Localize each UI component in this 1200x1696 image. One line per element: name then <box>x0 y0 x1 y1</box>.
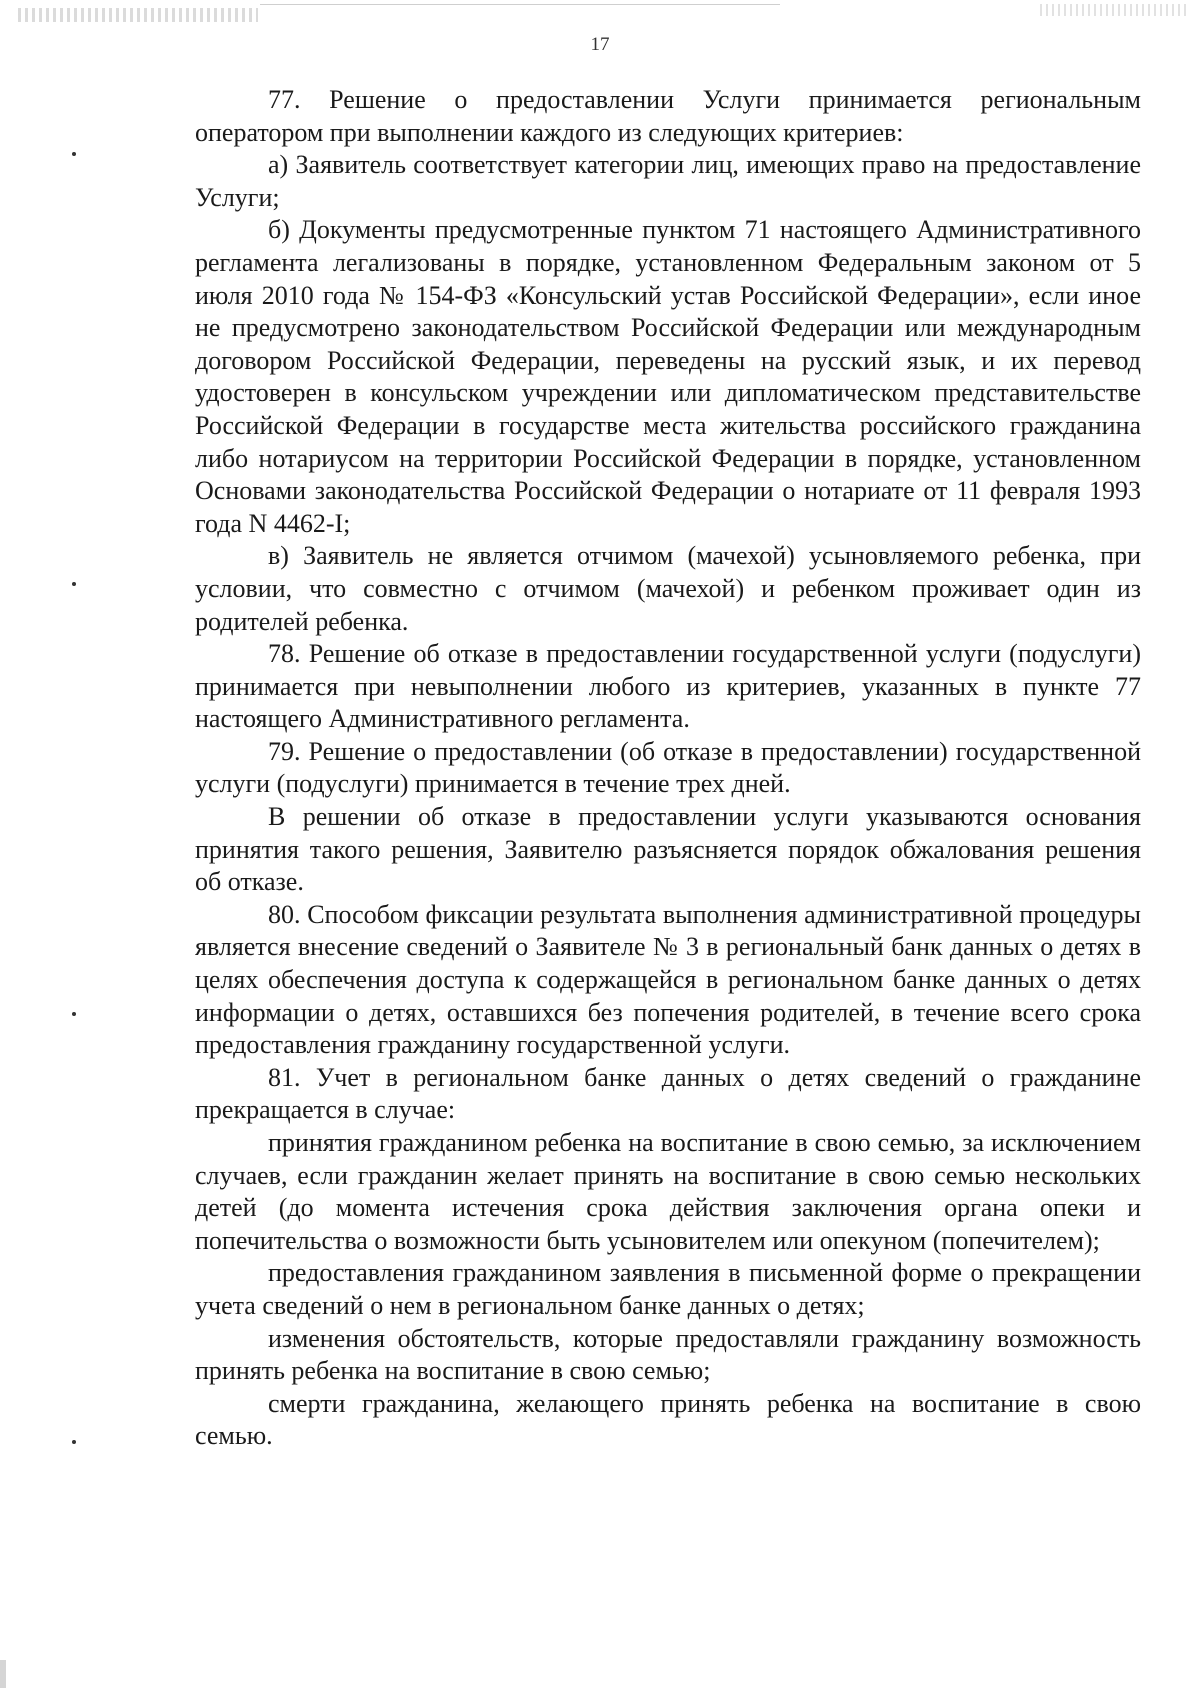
scan-artifact <box>1040 4 1190 16</box>
case-adoption: принятия гражданином ребенка на воспитание в свою семью, за исключением случаев, если гражданин желает принять на воспитание в свою семью нескольких детей (до момента истечения срока действия заключения органа опеки и попечительства о возможности быть усыновителем или опекуном (попечителем); <box>195 1128 1141 1255</box>
scan-artifact <box>0 1660 6 1688</box>
margin-mark <box>72 1012 76 1016</box>
paragraph-80: 80. Способом фиксации результата выполнения административной процедуры является внесение сведений о Заявителе № 3 в региональный банк данных о детях в целях обеспечения доступа к содержащейся в региональном банке данных о детях информации о детях, оставшихся без попечения родителей, в течение всего срока предоставления гражданину государственной услуги. <box>195 899 1141 1060</box>
paragraph-77: 77. Решение о предоставлении Услуги принимается региональным оператором при выполнении каждого из следующих критериев: <box>195 85 1141 147</box>
margin-mark <box>72 152 76 156</box>
scan-artifact <box>260 4 780 5</box>
margin-mark <box>72 1440 76 1444</box>
paragraph-78: 78. Решение об отказе в предоставлении государственной услуги (подуслуги) принимается при невыполнении любого из критериев, указанных в пункте 77 настоящего Административного регламента. <box>195 639 1141 734</box>
criterion-a: а) Заявитель соответствует категории лиц, имеющих право на предоставление Услуги; <box>195 150 1141 212</box>
criterion-v: в) Заявитель не является отчимом (мачехой) усыновляемого ребенка, при условии, что совместно с отчимом (мачехой) и ребенком проживает один из родителей ребенка. <box>195 541 1141 636</box>
paragraph-79: 79. Решение о предоставлении (об отказе в предоставлении) государственной услуги (подуслуги) принимается в течение трех дней. <box>195 736 1141 799</box>
scan-artifact <box>18 8 258 22</box>
paragraph-81: 81. Учет в региональном банке данных о детях сведений о гражданине прекращается в случае: <box>195 1062 1141 1125</box>
margin-mark <box>72 582 76 586</box>
paragraph-79-refusal: В решении об отказе в предоставлении услуги указываются основания принятия такого решения, Заявителю разъясняется порядок обжалования решения об отказе. <box>195 802 1141 897</box>
case-application: предоставления гражданином заявления в письменной форме о прекращении учета сведений о нем в региональном банке данных о детях; <box>195 1258 1141 1320</box>
case-circumstances: изменения обстоятельств, которые предоставляли гражданину возможность принять ребенка на воспитание в свою семью; <box>195 1323 1141 1386</box>
criterion-b: б) Документы предусмотренные пунктом 71 настоящего Административного регламента легализованы в порядке, установленном Федеральным законом от 5 июля 2010 года № 154-ФЗ «Консульский устав Российской Федерации», если иное не предусмотрено законодательством Российской Федерации или международным договором Российской Федерации, переведены на русский язык, и их перевод удостоверен в консульском учреждении или дипломатическом представительстве Российской Федерации в государстве места жительства российского гражданина либо нотариусом на территории Российской Федерации в порядке, установленном Основами законодательства Российской Федерации о нотариате от 11 февраля 1993 года N 4462-I; <box>195 215 1141 538</box>
document-body <box>195 84 1141 1453</box>
case-death: смерти гражданина, желающего принять ребенка на воспитание в свою семью. <box>195 1388 1141 1451</box>
page-number: 17 <box>590 34 610 55</box>
